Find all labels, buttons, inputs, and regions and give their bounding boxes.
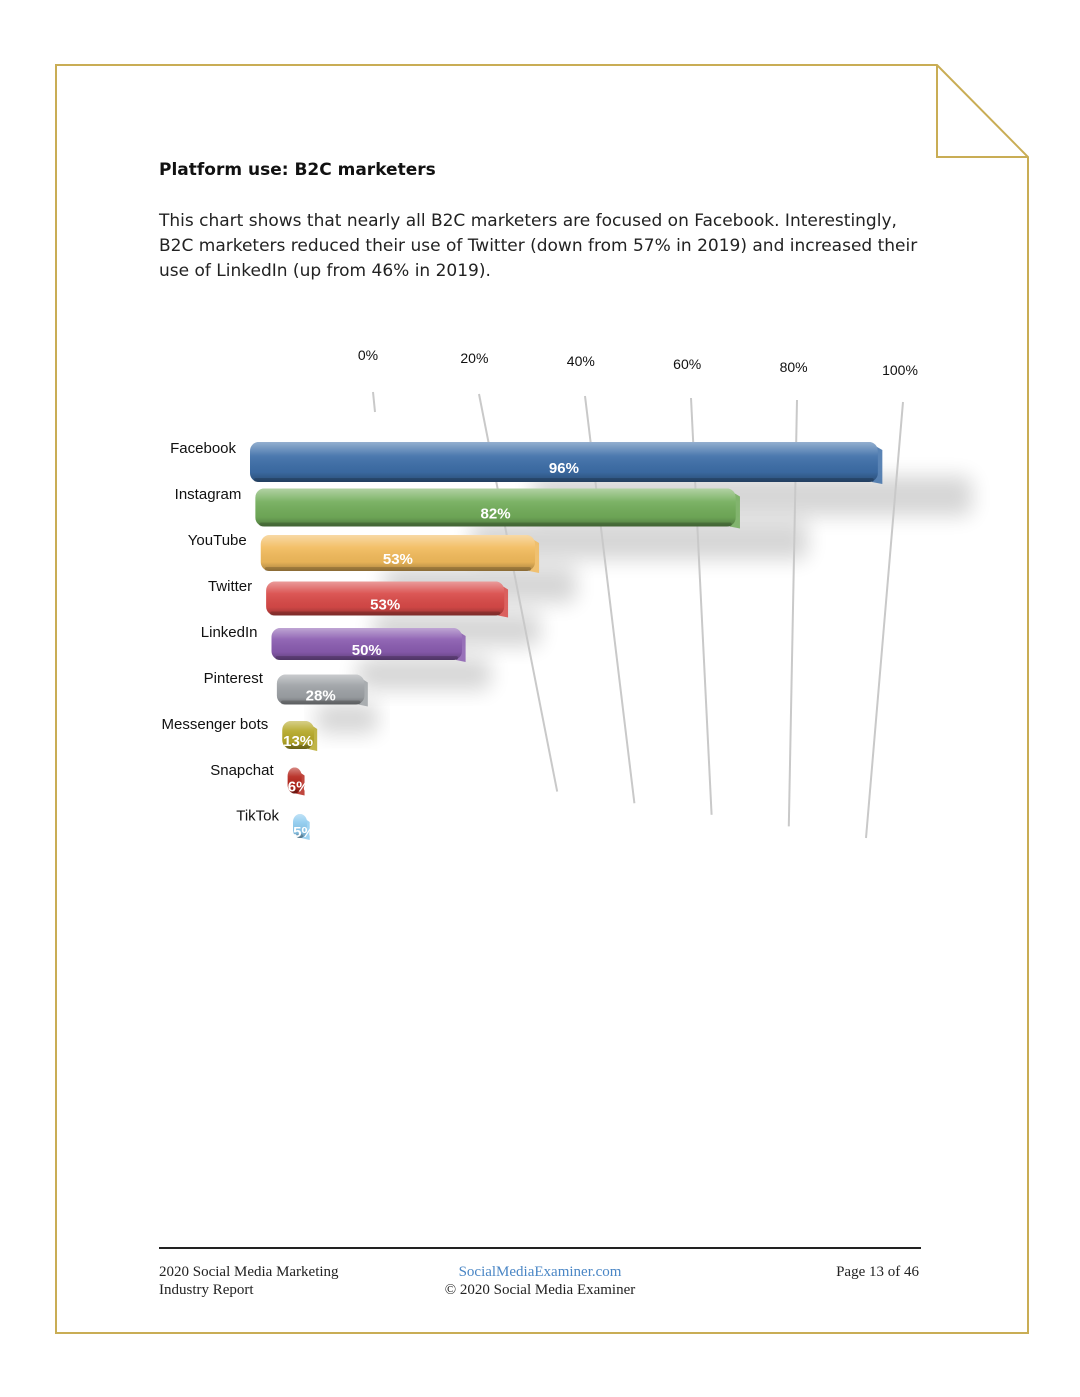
- data-label-snapchat: 6%: [287, 778, 310, 796]
- category-label-linkedin: LinkedIn: [200, 623, 258, 641]
- footer-report-line-1: 2020 Social Media Marketing: [159, 1264, 339, 1280]
- x-tick-label: 0%: [357, 347, 379, 363]
- category-label-facebook: Facebook: [170, 440, 236, 458]
- data-label-pinterest: 28%: [305, 687, 336, 705]
- footer-center: [390, 1263, 690, 1299]
- footer-page-number: Page 13 of 46: [836, 1264, 919, 1280]
- bar-shadow-pinterest: [316, 704, 377, 734]
- x-tick-label: 80%: [779, 359, 808, 375]
- data-label-youtube: 53%: [382, 551, 413, 568]
- footer-report-line-2: Industry Report: [159, 1282, 254, 1298]
- category-label-pinterest: Pinterest: [203, 669, 263, 687]
- x-tick-label: 100%: [882, 362, 918, 378]
- gridline-0: [373, 392, 375, 412]
- footer-report-title: [159, 1263, 339, 1299]
- category-label-tiktok: TikTok: [236, 807, 279, 825]
- category-label-messenger-bots: Messenger bots: [161, 715, 269, 733]
- footer-divider: [159, 1247, 921, 1249]
- data-label-twitter: 53%: [370, 596, 401, 614]
- intro-line-3: use of LinkedIn (up from 46% in 2019).: [159, 261, 491, 281]
- intro-line-2: B2C marketers reduced their use of Twitter (down from 57% in 2019) and increased their: [159, 236, 918, 256]
- data-label-tiktok: 5%: [293, 824, 315, 841]
- x-tick-label: 60%: [673, 356, 702, 372]
- footer-site-link[interactable]: SocialMediaExaminer.com: [458, 1264, 622, 1280]
- category-label-instagram: Instagram: [174, 486, 242, 504]
- section-heading: Platform use: B2C marketers: [159, 160, 436, 180]
- x-tick-label: 20%: [460, 350, 489, 366]
- data-label-messenger-bots: 13%: [283, 733, 314, 750]
- category-label-twitter: Twitter: [207, 578, 253, 596]
- data-label-facebook: 96%: [548, 460, 579, 477]
- x-tick-label: 40%: [566, 353, 595, 369]
- data-label-linkedin: 50%: [351, 642, 382, 659]
- x-axis-tick-labels: [358, 347, 918, 378]
- category-label-snapchat: Snapchat: [210, 761, 274, 779]
- intro-line-1: This chart shows that nearly all B2C marketers are focused on Facebook. Interestingly,: [159, 211, 897, 231]
- bar-shadow-linkedin: [357, 658, 490, 690]
- category-label-youtube: YouTube: [187, 532, 247, 550]
- footer-copyright: © 2020 Social Media Examiner: [444, 1282, 636, 1298]
- data-label-instagram: 82%: [480, 505, 511, 523]
